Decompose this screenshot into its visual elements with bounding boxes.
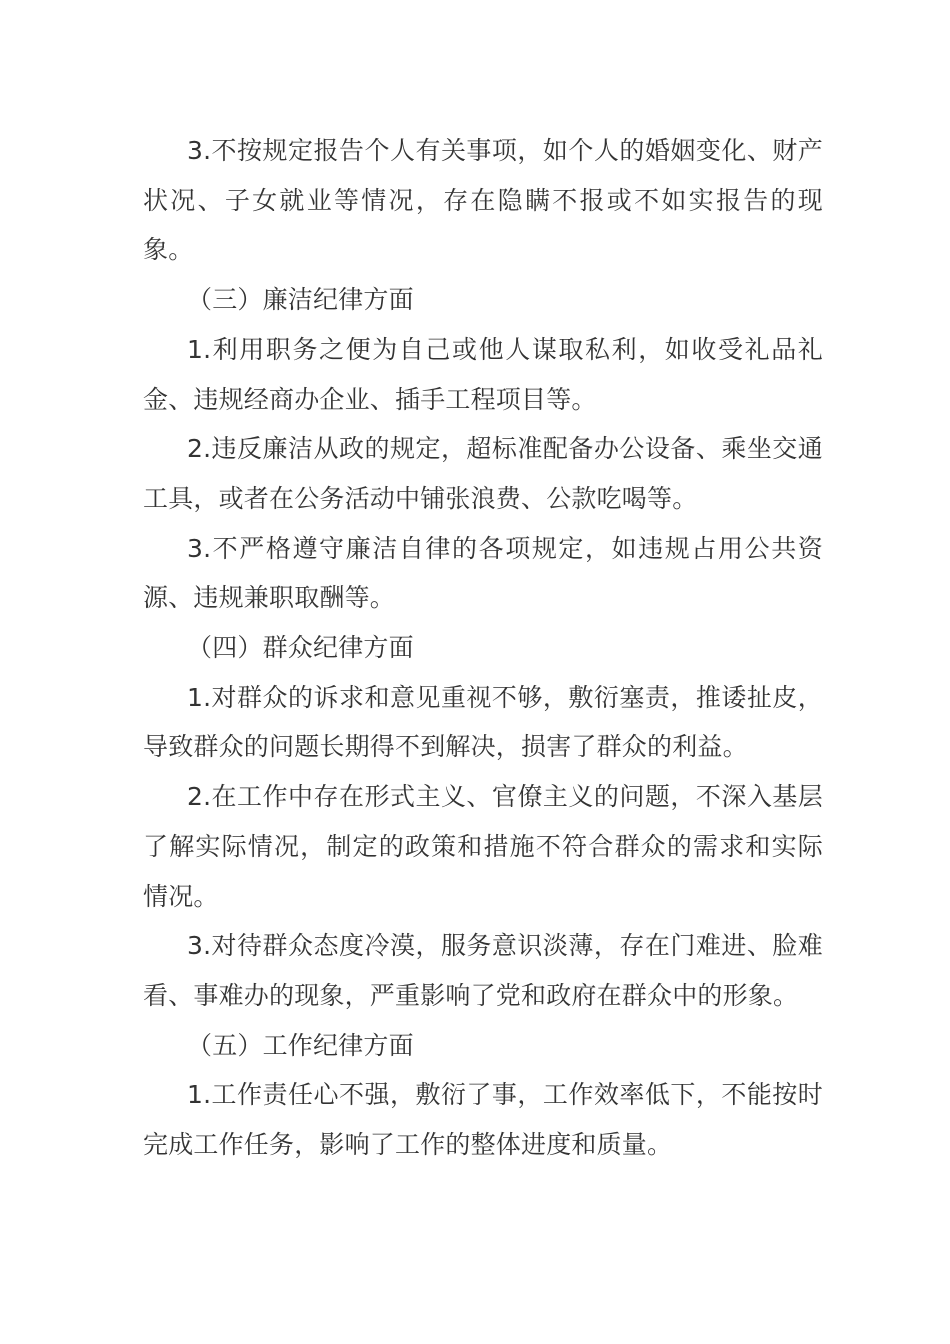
paragraph-3-indifferent-attitude: 3.对待群众态度冷漠，服务意识淡薄，存在门难进、脸难看、事难办的现象，严重影响了党和政府在群众中的形象。 bbox=[143, 931, 823, 1010]
paragraph-3-self-discipline: 3.不严格遵守廉洁自律的各项规定，如违规占用公共资源、违规兼职取酬等。 bbox=[143, 533, 823, 613]
section-heading-integrity-discipline: （三）廉洁纪律方面 bbox=[187, 285, 414, 315]
paragraph-1-ignoring-appeals: 1.对群众的诉求和意见重视不够，敷衍塞责，推诿扯皮，导致群众的问题长期得不到解决，损害了群众的利益。 bbox=[143, 682, 823, 762]
section-heading-mass-discipline: （四）群众纪律方面 bbox=[187, 633, 414, 663]
section-heading-work-discipline: （五）工作纪律方面 bbox=[187, 1030, 414, 1060]
paragraph-2-formalism-bureaucracy: 2.在工作中存在形式主义、官僚主义的问题，不深入基层了解实际情况，制定的政策和措施不符合群众的需求和实际情况。 bbox=[143, 782, 823, 911]
paragraph-3-personal-matters: 3.不按规定报告个人有关事项，如个人的婚姻变化、财产状况、子女就业等情况，存在隐瞒不报或不如实报告的现象。 bbox=[143, 136, 823, 265]
document-body bbox=[143, 126, 823, 1170]
paragraph-2-violating-integrity-rules: 2.违反廉洁从政的规定，超标准配备办公设备、乘坐交通工具，或者在公务活动中铺张浪费、公款吃喝等。 bbox=[143, 434, 823, 513]
paragraph-1-lack-of-responsibility: 1.工作责任心不强，敷衍了事，工作效率低下，不能按时完成工作任务，影响了工作的整体进度和质量。 bbox=[143, 1080, 823, 1160]
paragraph-1-abuse-of-office: 1.利用职务之便为自己或他人谋取私利，如收受礼品礼金、违规经商办企业、插手工程项目等。 bbox=[143, 334, 823, 414]
